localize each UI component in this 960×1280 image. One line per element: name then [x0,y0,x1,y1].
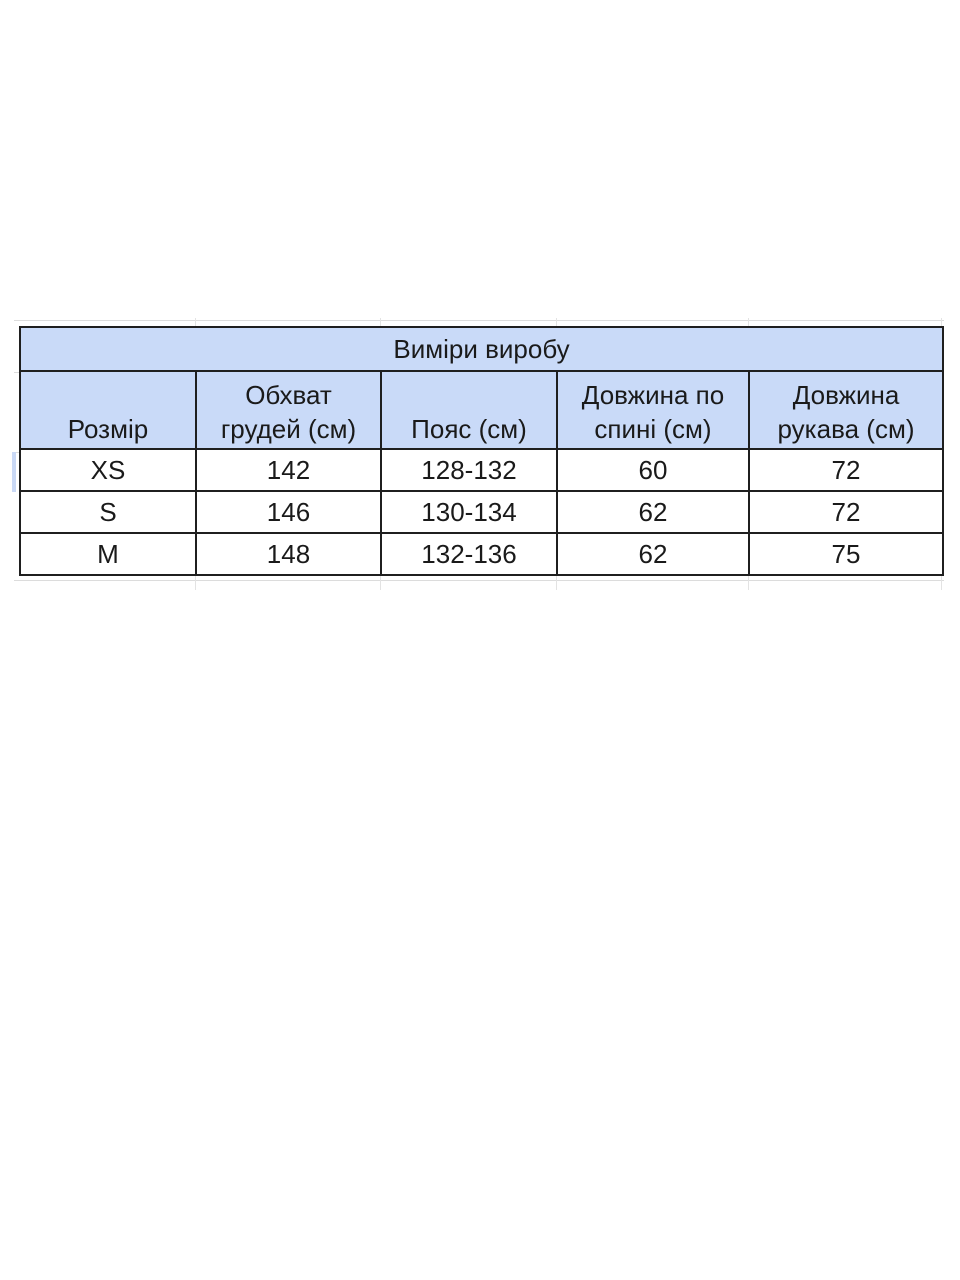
cell-sleeve-length[interactable]: 72 [749,491,943,533]
cell-sleeve-length[interactable]: 72 [749,449,943,491]
header-chest-line-2: грудей (см) [220,414,357,444]
header-sleeve-length[interactable] [749,371,943,449]
header-chest-line-1: Обхват [245,380,332,410]
cell-waist[interactable]: 132-136 [381,533,557,575]
cell-size[interactable]: S [20,491,196,533]
header-size-label: Розмір [67,414,149,444]
cell-size[interactable]: M [20,533,196,575]
cell-chest[interactable]: 148 [196,533,381,575]
cell-waist[interactable]: 130-134 [381,491,557,533]
row-selection-marker [12,452,16,492]
header-back-length-line-1: Довжина по [581,380,725,410]
table-title-row [20,327,943,371]
gridline [14,320,944,321]
cell-size[interactable]: XS [20,449,196,491]
gridline [14,580,944,581]
header-sleeve-length-line-1: Довжина [792,380,900,410]
cell-back-length[interactable]: 62 [557,533,749,575]
table-row [20,449,943,491]
cell-waist[interactable]: 128-132 [381,449,557,491]
header-chest[interactable] [196,371,381,449]
cell-back-length[interactable]: 60 [557,449,749,491]
header-size[interactable] [20,371,196,449]
table-header-row [20,371,943,449]
table-title[interactable]: Виміри виробу [20,327,943,371]
cell-back-length[interactable]: 62 [557,491,749,533]
header-sleeve-length-line-2: рукава (см) [777,414,915,444]
header-back-length-line-2: спині (см) [594,414,712,444]
cell-sleeve-length[interactable]: 75 [749,533,943,575]
table-row [20,533,943,575]
header-waist[interactable] [381,371,557,449]
header-waist-label: Пояс (см) [411,414,527,444]
header-back-length[interactable] [557,371,749,449]
table-row [20,491,943,533]
cell-chest[interactable]: 146 [196,491,381,533]
cell-chest[interactable]: 142 [196,449,381,491]
size-chart-table [19,326,944,576]
